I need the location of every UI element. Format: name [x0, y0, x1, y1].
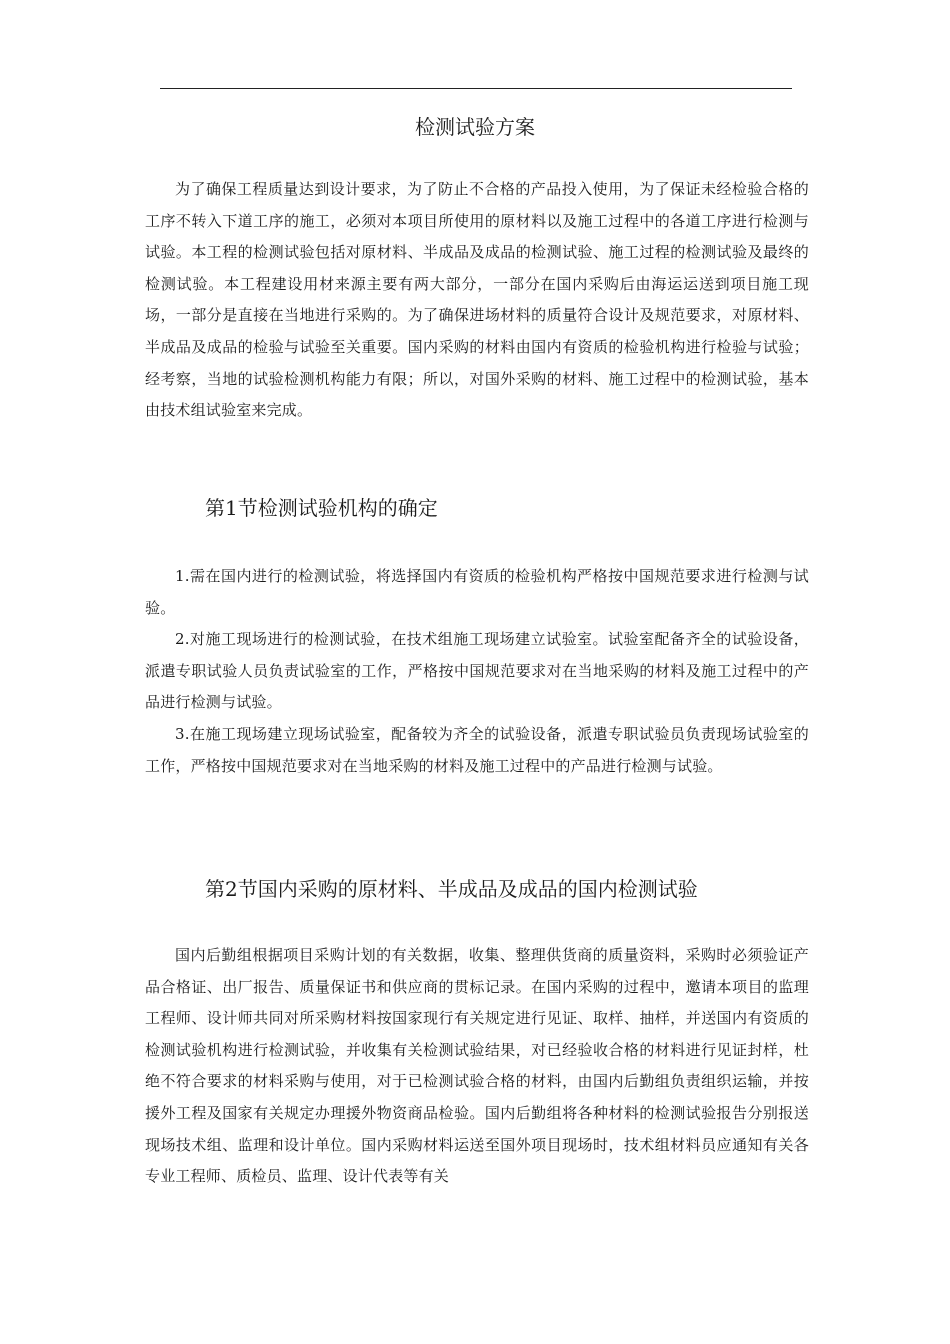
section-1-item-1: 1.需在国内进行的检测试验，将选择国内有资质的检验机构严格按中国规范要求进行检测与试验。 — [145, 567, 809, 617]
document-title: 检测试验方案 — [415, 115, 535, 139]
intro-paragraph: 为了确保工程质量达到设计要求，为了防止不合格的产品投入使用，为了保证未经检验合格的工序不转入下道工序的施工，必须对本项目所使用的原材料以及施工过程中的各道工序进行检测与试验。本工程的检测试验包括对原材料、半成品及成品的检测试验、施工过程的检测试验及最终的检测试验。本工程建设用材来源主要有两大部分，一部分在国内采购后由海运运送到项目施工现场，一部分是直接在当地进行采购的。为了确保进场材料的质量符合设计及规范要求，对原材料、半成品及成品的检验与试验至关重要。国内采购的材料由国内有资质的检验机构进行检验与试验；经考察，当地的试验检测机构能力有限；所以，对国外采购的材料、施工过程中的检测试验，基本由技术组试验室来完成。 — [145, 180, 809, 420]
section-1-item-3: 3.在施工现场建立现场试验室，配备较为齐全的试验设备，派遣专职试验员负责现场试验室的工作，严格按中国规范要求对在当地采购的材料及施工过程中的产品进行检测与试验。 — [145, 725, 809, 775]
section-2-paragraph: 国内后勤组根据项目采购计划的有关数据，收集、整理供货商的质量资料，采购时必须验证产品合格证、出厂报告、质量保证书和供应商的贯标记录。在国内采购的过程中，邀请本项目的监理工程师、设计师共同对所采购材料按国家现行有关规定进行见证、取样、抽样，并送国内有资质的检测试验机构进行检测试验，并收集有关检测试验结果，对已经验收合格的材料进行见证封样，杜绝不符合要求的材料采购与使用，对于已检测试验合格的材料，由国内后勤组负责组织运输，并按援外工程及国家有关规定办理援外物资商品检验。国内后勤组将各种材料的检测试验报告分别报送现场技术组、监理和设计单位。国内采购材料运送至国外项目现场时，技术组材料员应通知有关各专业工程师、质检员、监理、设计代表等有关 — [145, 946, 809, 1186]
section-2-heading: 第2节国内采购的原材料、半成品及成品的国内检测试验 — [205, 877, 698, 901]
section-1-item-2: 2.对施工现场进行的检测试验，在技术组施工现场建立试验室。试验室配备齐全的试验设备，派遣专职试验人员负责试验室的工作，严格按中国规范要求对在当地采购的材料及施工过程中的产品进行检测与试验。 — [145, 630, 809, 712]
header-rule — [160, 88, 792, 89]
section-1-heading: 第1节检测试验机构的确定 — [205, 496, 438, 520]
